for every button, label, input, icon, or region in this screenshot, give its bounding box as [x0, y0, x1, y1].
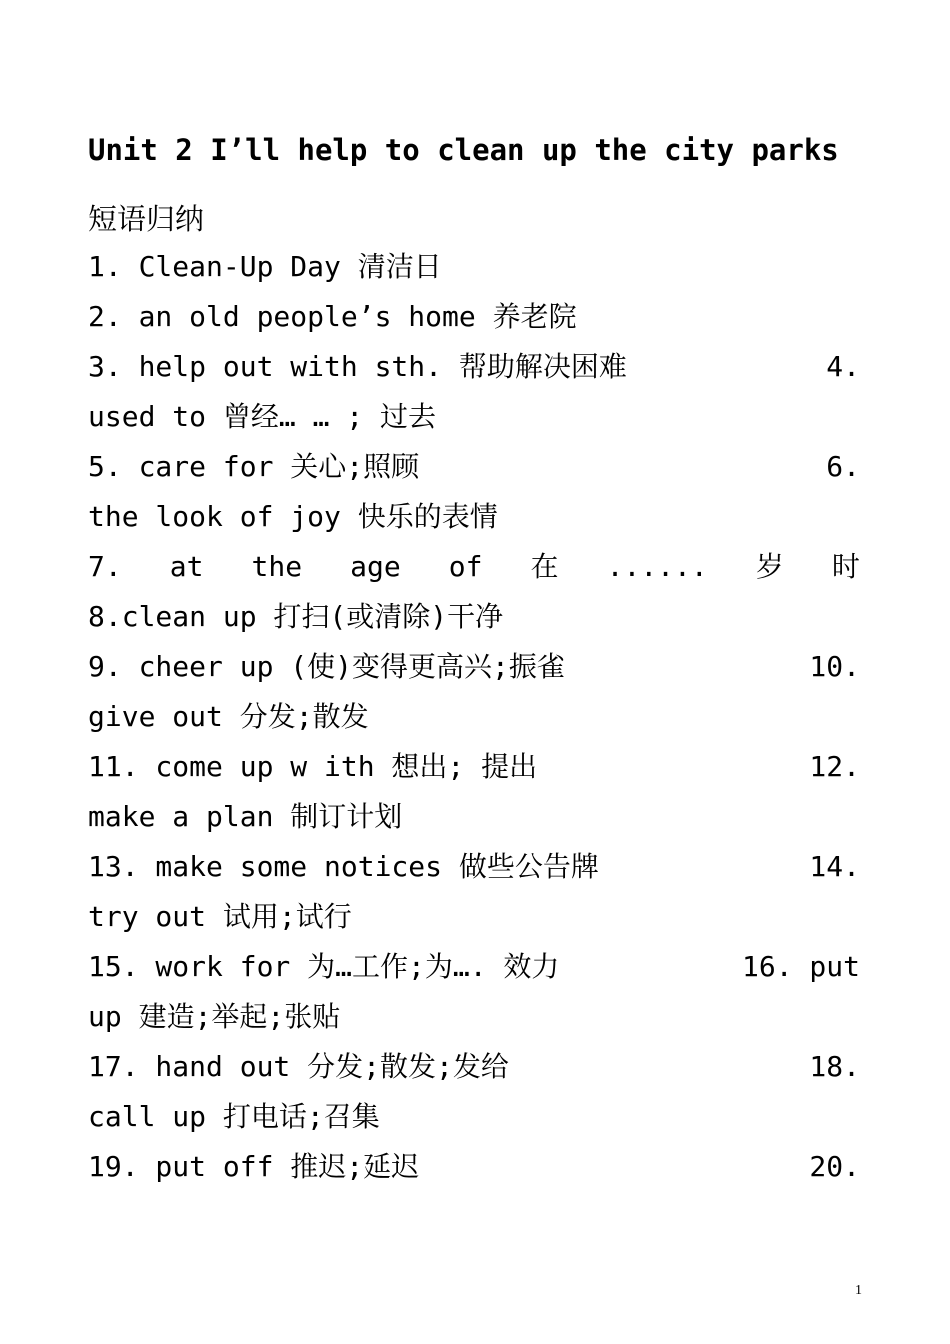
justified-word: 在 [530, 550, 559, 583]
phrase-line [88, 795, 860, 839]
phrase-number-right: 10. [809, 650, 860, 683]
phrase-text: try out 试用;试行 [88, 900, 352, 933]
phrase-number-right: 6. [826, 450, 860, 483]
phrase-text: 15. work for 为…工作;为…. 效力 [88, 950, 560, 983]
phrase-line [88, 245, 860, 289]
phrase-text: 1. Clean-Up Day 清洁日 [88, 250, 442, 283]
phrase-line [88, 295, 860, 339]
phrase-text: make a plan 制订计划 [88, 800, 403, 833]
phrase-text: 11. come up w ith 想出; 提出 [88, 750, 538, 783]
phrase-line [88, 695, 860, 739]
phrase-number-right: 16. put [741, 950, 860, 983]
phrase-text: call up 打电话;召集 [88, 1100, 380, 1133]
phrase-text: 8.clean up 打扫(或清除)干净 [88, 600, 504, 633]
section-heading: 短语归纳 [88, 202, 205, 236]
phrase-line [88, 895, 860, 939]
justified-word: the [251, 550, 303, 583]
justified-word: 时 [831, 550, 860, 583]
phrase-line [88, 1095, 860, 1139]
phrase-line [88, 995, 860, 1039]
phrase-line [88, 745, 860, 789]
justified-word: 岁 [755, 550, 784, 583]
justified-word: 7. [88, 550, 122, 583]
phrase-line [88, 445, 860, 489]
phrase-line [88, 595, 860, 639]
phrase-number-right: 18. [809, 1050, 860, 1083]
phrase-number-right: 20. [809, 1150, 860, 1183]
justified-word: ...... [606, 550, 708, 583]
document-title: Unit 2 I’ll help to clean up the city parks [88, 133, 839, 167]
phrase-line [88, 645, 860, 689]
phrase-line [88, 495, 860, 539]
phrase-line [88, 395, 860, 439]
phrase-line [88, 1145, 860, 1189]
justified-word: of [448, 550, 483, 583]
phrase-text: 19. put off 推迟;延迟 [88, 1150, 420, 1183]
phrase-text: 17. hand out 分发;散发;发给 [88, 1050, 509, 1083]
phrase-text: 5. care for 关心;照顾 [88, 450, 420, 483]
phrase-text: 9. cheer up (使)变得更高兴;振雀 [88, 650, 565, 683]
phrase-line [88, 845, 860, 889]
phrase-text: the look of joy 快乐的表情 [88, 500, 498, 533]
phrase-text: 13. make some notices 做些公告牌 [88, 850, 599, 883]
phrase-number-right: 14. [809, 850, 860, 883]
phrase-text: used to 曾经… … ; 过去 [88, 400, 437, 433]
phrase-text: 2. an old people’s home 养老院 [88, 300, 577, 333]
phrase-line [88, 1045, 860, 1089]
phrase-text: up 建造;举起;张贴 [88, 1000, 341, 1033]
phrase-text: 3. help out with sth. 帮助解决困难 [88, 350, 627, 383]
phrase-number-right: 12. [809, 750, 860, 783]
justified-word: age [350, 550, 401, 583]
phrase-text: give out 分发;散发 [88, 700, 369, 733]
justified-word: at [169, 550, 204, 583]
phrase-line [88, 345, 860, 389]
phrase-number-right: 4. [826, 350, 860, 383]
phrase-line-justified [88, 545, 860, 589]
phrase-line [88, 945, 860, 989]
page-number: 1 [855, 1283, 862, 1298]
